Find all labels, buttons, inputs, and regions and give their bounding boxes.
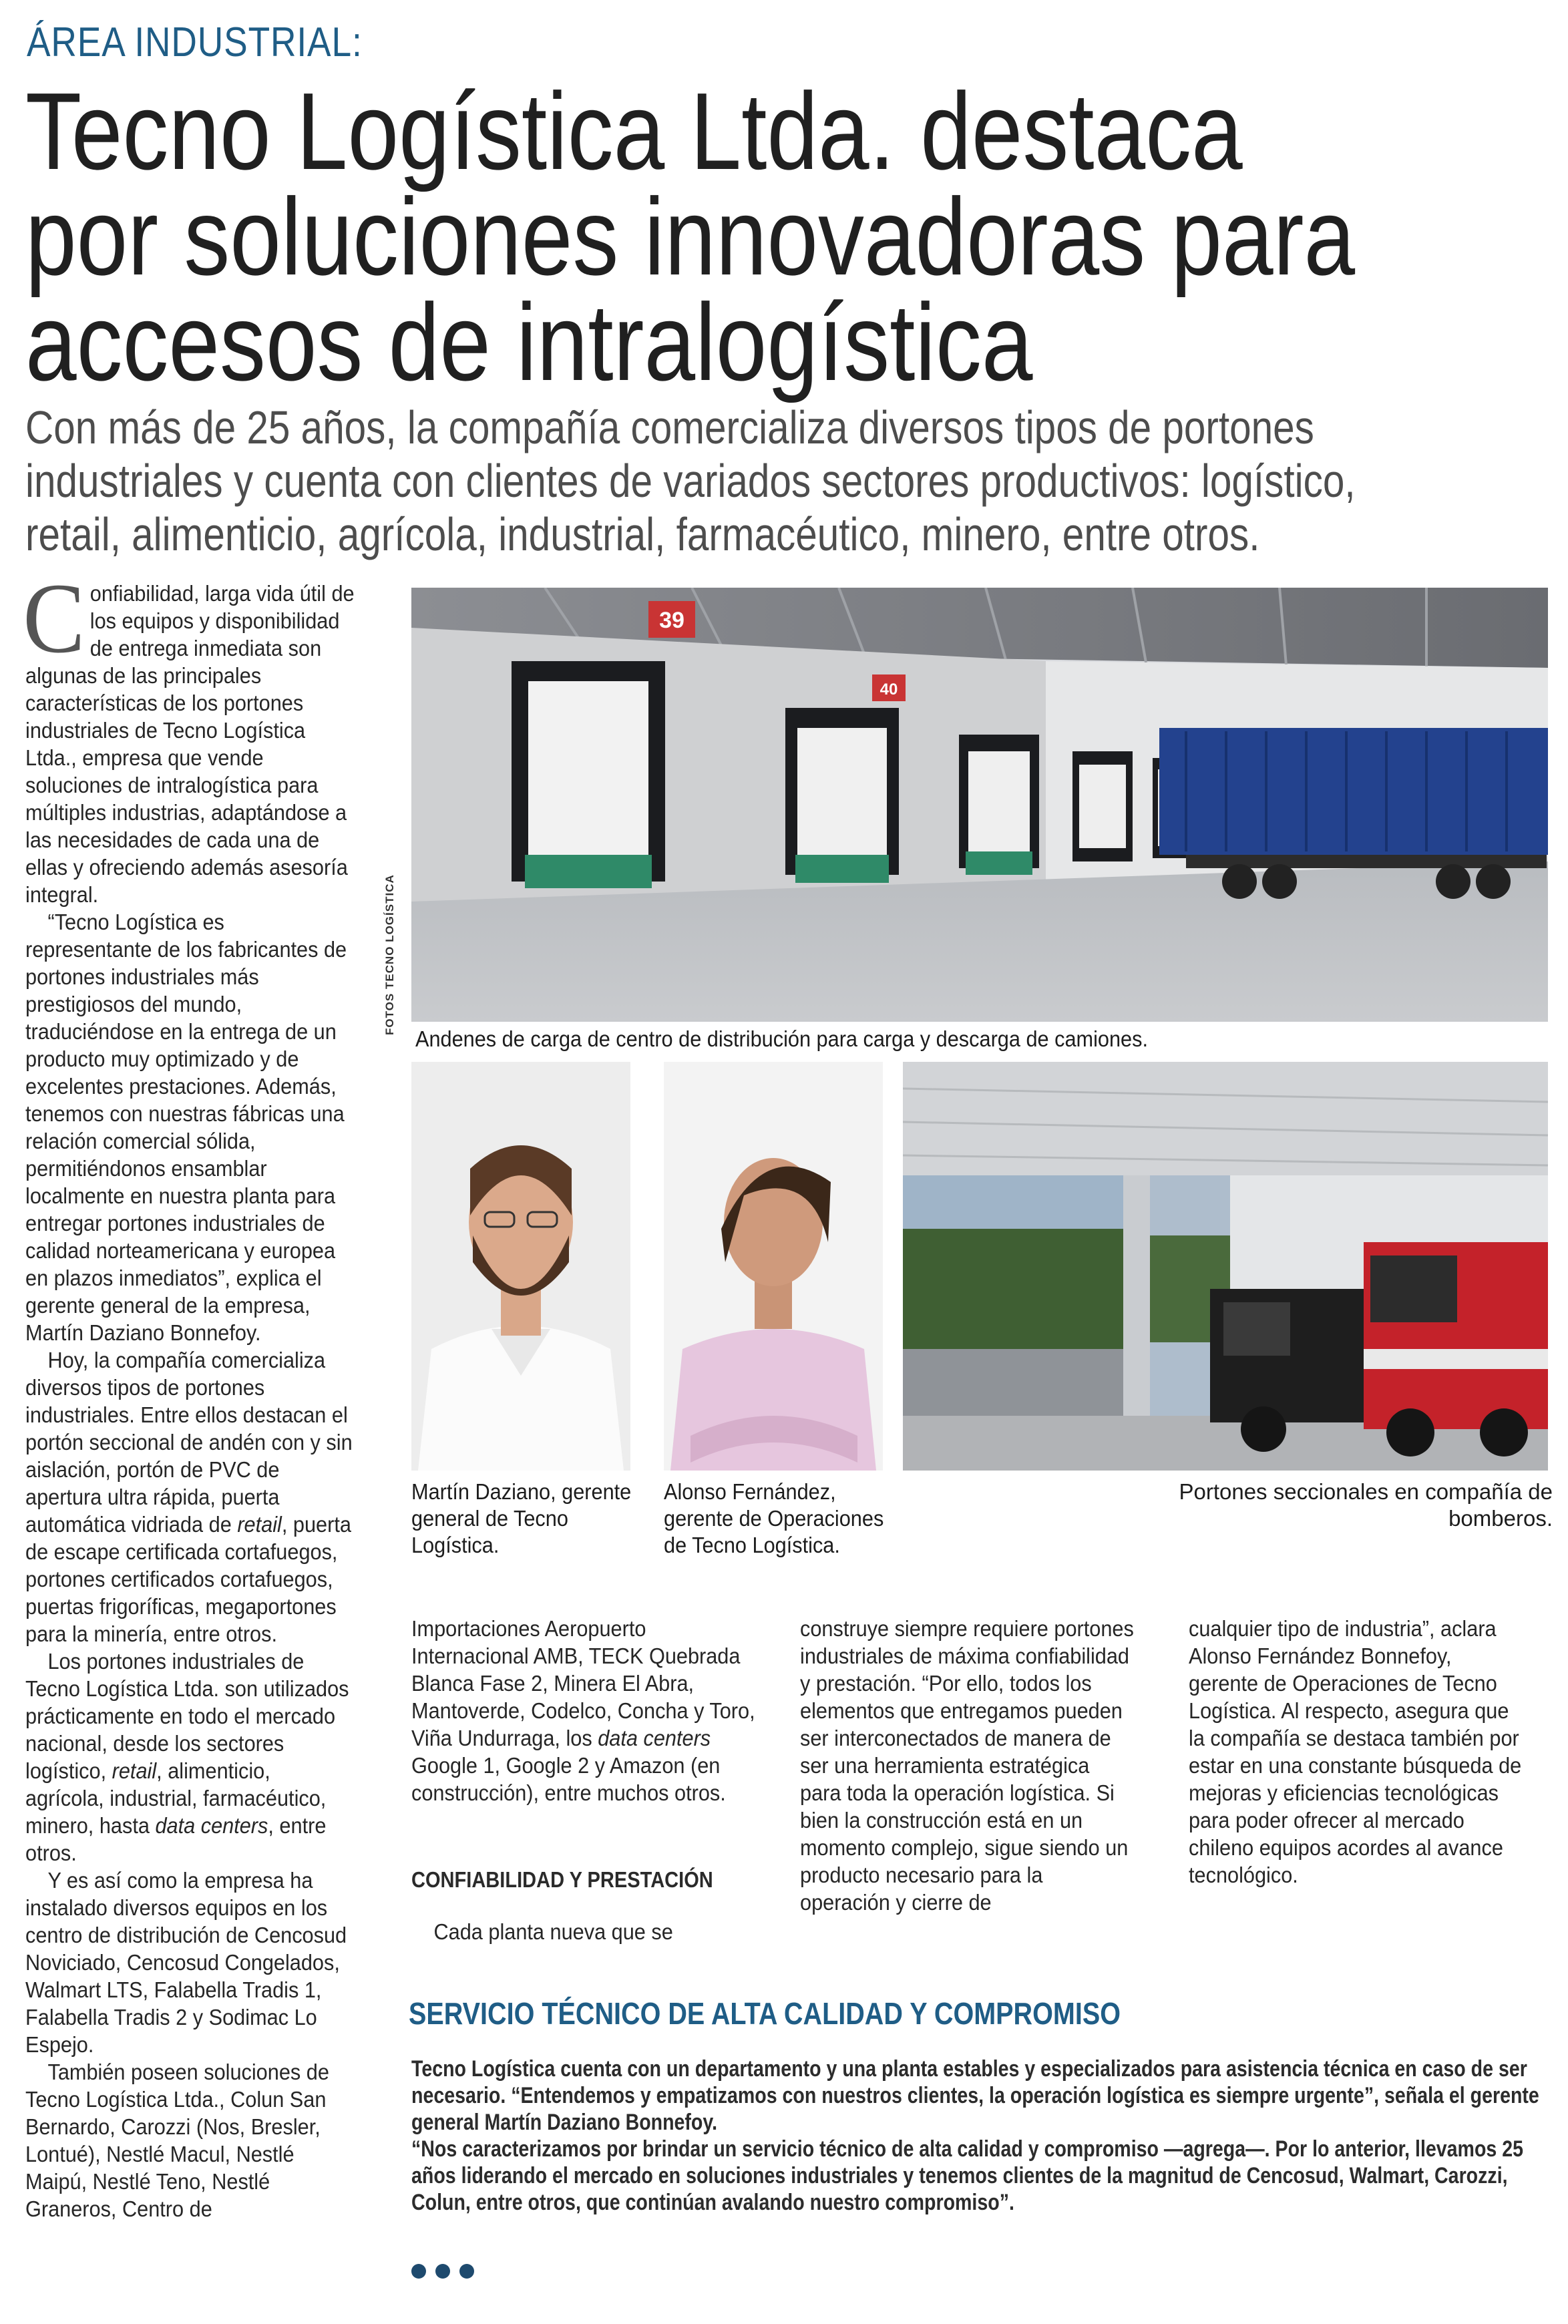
caption-firehouse: Portones seccionales en compañía de bomberos. [1179,1479,1553,1531]
body-paragraph: También poseen soluciones de Tecno Logística Ltda., Colun San Bernardo, Carozzi (Nos, Bresler, Lontué), Nestlé Macul, Nestlé Maipú, Nestlé Teno, Nestlé Graneros, Centro de [25,2060,329,2221]
drop-cap: C [23,563,85,674]
photo-martin-daziano [411,1062,630,1471]
photo-credit: FOTOS TECNO LOGÍSTICA [383,874,396,1035]
headline [25,70,1356,403]
body-paragraph: Los portones industriales de Tecno Logística Ltda. son utilizados prácticamente en todo el mercado nacional, desde los sectores logístico, retail, alimenticio, agrícola, industrial, farmacéutico, minero, hasta data centers, entre otros. [25,1649,349,1865]
body-paragraph: Confiabilidad, larga vida útil de los equipos y disponibilidad de entrega inmediata son algunas de las principales características de los portones industriales de Tecno Logística Ltda., empresa que vende soluciones de intralogística para múltiples industrias, adaptándose a las necesidades de cada una de ellas y ofreciendo además asesoría integral. [23,563,355,907]
end-dot [459,2264,474,2279]
deck-line-1: Con más de 25 años, la compañía comercializa diversos tipos de portones [25,401,1314,453]
body-paragraph: cualquier tipo de industria”, aclara Alonso Fernández Bonnefoy, gerente de Operaciones de Tecno Logística. Al respecto, asegura que la compañía se destaca también por estar en una constante búsqueda de mejoras y eficiencias tecnológicas para poder ofrecer al mercado chileno equipos acordes al avance tecnológico. [1189,1616,1522,1887]
body-paragraph: construye siempre requiere portones industriales de máxima confiabilidad y prestación. “Por ello, todos los elementos que entregamos pueden ser interconectados de manera de ser una herramienta estratégica para toda la operación logística. Si bien la construcción está en un momento complejo, sigue siendo un producto necesario para la operación y cierre de [800,1616,1134,1915]
service-box-body [411,2056,1553,2216]
body-paragraph: Cada planta nueva que se [433,1919,673,1944]
body-column-left [23,563,355,2222]
service-box-title: SERVICIO TÉCNICO DE ALTA CALIDAD Y COMPROMISO [409,1996,1121,2031]
deck-line-2: industriales y cuenta con clientes de variados sectores productivos: logístico, [25,455,1356,507]
end-dot [435,2264,450,2279]
body-column-2 [411,1615,759,1806]
body-paragraph: “Tecno Logística es representante de los fabricantes de portones industriales más prestigiosos del mundo, traduciéndose en la entrega de un producto muy optimizado y de excelentes prestaciones. Además, tenemos con nuestras fábricas una relación comercial sólida, permitiéndonos ensamblar localmente en nuestra planta para entregar portones industriales de calidad norteamericana y europea en plazos inmediatos”, explica el gerente general de la empresa, Martín Daziano Bonnefoy. [25,910,347,1345]
caption-martin-daziano: Martín Daziano, gerente general de Tecno Logística. [411,1479,632,1557]
section-label: ÁREA INDUSTRIAL: [27,19,363,65]
caption-loading-docks: Andenes de carga de centro de distribución para carga y descarga de camiones. [415,1026,1148,1051]
dock-number-40: 40 [879,681,898,699]
body-paragraph: Importaciones Aeropuerto Internacional AMB, TECK Quebrada Blanca Fase 2, Minera El Abra, Mantoverde, Codelco, Concha y Toro, Viña Undurraga, los data centers Google 1, Google 2 y Amazon (en construcción), entre muchos otros. [411,1616,755,1805]
photo-loading-docks [411,588,1548,1022]
service-paragraph: “Nos caracterizamos por brindar un servicio técnico de alta calidad y compromiso —agrega—. Por lo anterior, llevamos 25 años liderando el mercado en soluciones industriales y tenemos clientes de la magnitud de Cencosud, Walmart, Carozzi, Colun, entre otros, que continúan avalando nuestro compromiso”. [411,2136,1523,2215]
headline-line-2: por soluciones innovadoras para [25,176,1356,298]
headline-line-1: Tecno Logística Ltda. destaca [25,70,1243,192]
body-column-3 [800,1615,1135,1916]
photo-firehouse [903,1062,1548,1471]
headline-line-3: accesos de intralogística [25,281,1033,403]
subhead-confiabilidad: CONFIABILIDAD Y PRESTACIÓN [411,1867,713,1892]
photo-alonso-fernandez [664,1062,883,1471]
caption-alonso-fernandez: Alonso Fernández, gerente de Operaciones de Tecno Logística. [664,1479,884,1557]
service-paragraph: Tecno Logística cuenta con un departamento y una planta estables y especializados para asistencia técnica en caso de ser necesario. “Entendemos y empatizamos con nuestros clientes, la operación logística es siempre urgente”, señala el gerente general Martín Daziano Bonnefoy. [411,2056,1539,2135]
end-dot [411,2264,426,2279]
body-column-2-continued [411,1918,759,1945]
body-column-4 [1189,1615,1524,1889]
body-paragraph: Y es así como la empresa ha instalado diversos equipos en los centro de distribución de Cencosud Noviciado, Cencosud Congelados, Walmart LTS, Falabella Tradis 1, Falabella Tradis 2 y Sodimac Lo Espejo. [25,1868,347,2057]
deck-line-3: retail, alimenticio, agrícola, industrial, farmacéutico, minero, entre otros. [25,508,1260,560]
dock-number-39: 39 [659,608,684,633]
body-paragraph: Hoy, la compañía comercializa diversos tipos de portones industriales. Entre ellos destacan el portón seccional de andén con y sin aislación, portón de PVC de apertura ultra rápida, puerta automática vidriada de retail, puerta de escape certificada cortafuegos, portones certificados cortafuegos, puertas frigoríficas, megaportones para la minería, entre otros. [25,1348,353,1646]
deck-subtitle [25,401,1420,561]
